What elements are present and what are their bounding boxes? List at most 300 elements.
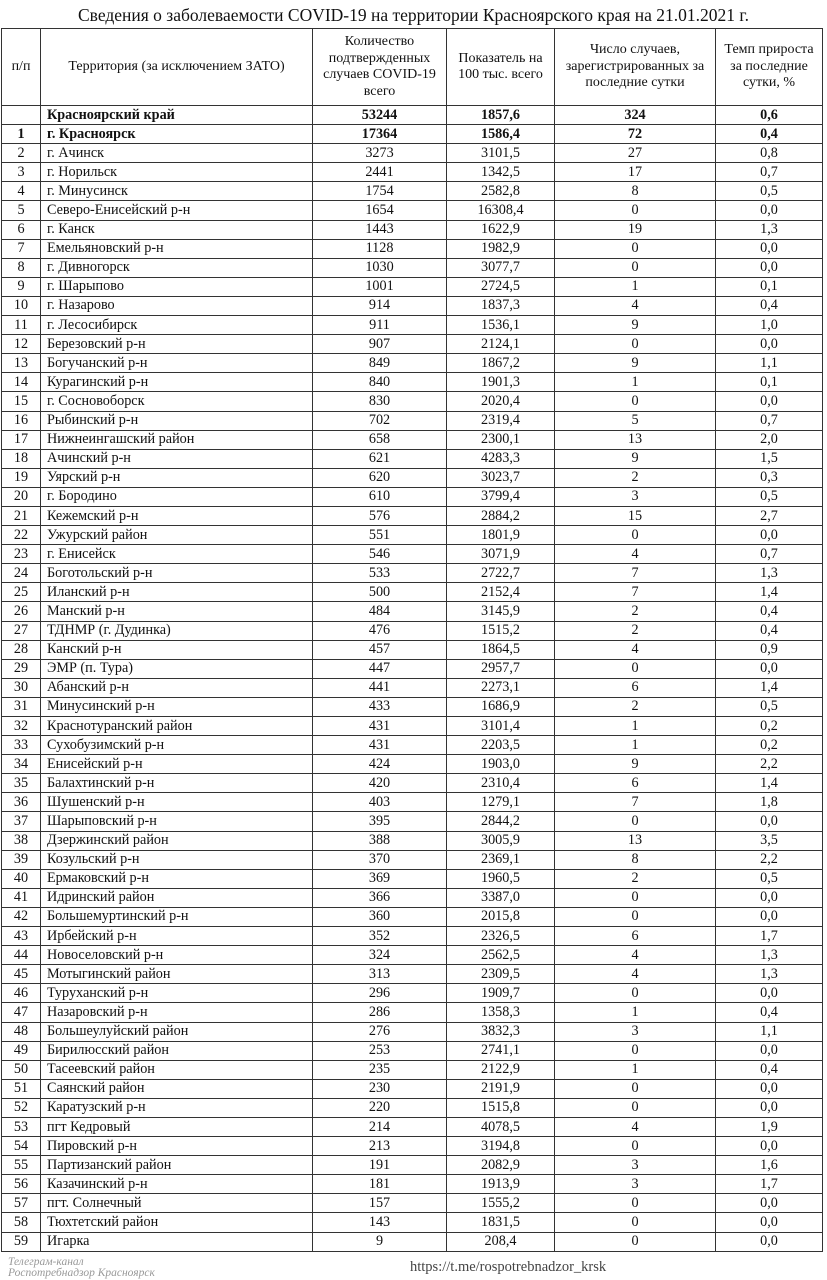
cell-growth-rate: 0,4 (716, 1003, 823, 1022)
cell-num: 49 (2, 1041, 41, 1060)
table-row (2, 774, 823, 793)
cell-territory: Емельяновский р-н (41, 239, 313, 258)
cell-per-100k: 2319,4 (447, 411, 555, 430)
cell-total-cases: 431 (313, 717, 447, 736)
cell-per-100k: 1358,3 (447, 1003, 555, 1022)
cell-num: 33 (2, 736, 41, 755)
cell-growth-rate: 0,0 (716, 201, 823, 220)
cell-growth-rate: 0,0 (716, 258, 823, 277)
cell-daily-cases: 2 (555, 621, 716, 640)
cell-per-100k: 2122,9 (447, 1060, 555, 1079)
cell-total-cases: 457 (313, 640, 447, 659)
cell-daily-cases: 1 (555, 717, 716, 736)
cell-per-100k: 2562,5 (447, 946, 555, 965)
cell-total-cases: 849 (313, 354, 447, 373)
cell-num: 19 (2, 468, 41, 487)
cell-total-cases: 324 (313, 946, 447, 965)
cell-num: 26 (2, 602, 41, 621)
cell-growth-rate: 1,4 (716, 583, 823, 602)
cell-growth-rate: 2,2 (716, 850, 823, 869)
cell-per-100k: 1982,9 (447, 239, 555, 258)
cell-total-cases: 1030 (313, 258, 447, 277)
table-row (2, 411, 823, 430)
cell-territory: Пировский р-н (41, 1137, 313, 1156)
header-total-cases: Количество подтвержденных случаев COVID-19 всего (313, 29, 447, 106)
cell-territory: Ужурский район (41, 526, 313, 545)
cell-growth-rate: 1,3 (716, 564, 823, 583)
table-row (2, 545, 823, 564)
cell-territory: Ачинский р-н (41, 449, 313, 468)
cell-per-100k: 3799,4 (447, 487, 555, 506)
cell-territory: ЭМР (п. Тура) (41, 659, 313, 678)
cell-growth-rate: 0,9 (716, 640, 823, 659)
cell-num: 3 (2, 163, 41, 182)
cell-territory: Дзержинский район (41, 831, 313, 850)
cell-territory: г. Дивногорск (41, 258, 313, 277)
table-row (2, 354, 823, 373)
cell-num: 23 (2, 545, 41, 564)
cell-total-cases: 500 (313, 583, 447, 602)
cell-num: 48 (2, 1022, 41, 1041)
cell-daily-cases: 0 (555, 659, 716, 678)
cell-total-cases: 576 (313, 506, 447, 525)
cell-per-100k: 2300,1 (447, 430, 555, 449)
table-row (2, 449, 823, 468)
cell-total-cases: 213 (313, 1137, 447, 1156)
cell-num: 55 (2, 1156, 41, 1175)
table-row (2, 1175, 823, 1194)
cell-growth-rate: 0,0 (716, 335, 823, 354)
cell-num: 44 (2, 946, 41, 965)
table-row (2, 316, 823, 335)
cell-total-cases: 17364 (313, 125, 447, 144)
cell-per-100k: 2582,8 (447, 182, 555, 201)
cell-num: 51 (2, 1079, 41, 1098)
cell-num: 37 (2, 812, 41, 831)
table-row (2, 182, 823, 201)
table-row (2, 736, 823, 755)
cell-per-100k: 1622,9 (447, 220, 555, 239)
cell-num: 20 (2, 487, 41, 506)
header-territory: Территория (за исключением ЗАТО) (41, 29, 313, 106)
table-row (2, 1213, 823, 1232)
header-num: п/п (2, 29, 41, 106)
cell-daily-cases: 1 (555, 736, 716, 755)
table-row (2, 1156, 823, 1175)
cell-territory: Березовский р-н (41, 335, 313, 354)
cell-daily-cases: 9 (555, 755, 716, 774)
cell-total-cases: 620 (313, 468, 447, 487)
table-row (2, 583, 823, 602)
cell-growth-rate: 0,5 (716, 182, 823, 201)
cell-growth-rate: 1,1 (716, 1022, 823, 1041)
table-row (2, 430, 823, 449)
cell-total-cases: 366 (313, 888, 447, 907)
cell-num: 2 (2, 144, 41, 163)
table-row (2, 1060, 823, 1079)
cell-num: 13 (2, 354, 41, 373)
table-row (2, 907, 823, 926)
cell-per-100k: 1867,2 (447, 354, 555, 373)
table-row (2, 755, 823, 774)
cell-per-100k: 3023,7 (447, 468, 555, 487)
cell-daily-cases: 0 (555, 1213, 716, 1232)
table-row (2, 526, 823, 545)
cell-territory: Канский р-н (41, 640, 313, 659)
cell-growth-rate: 0,1 (716, 373, 823, 392)
cell-per-100k: 1837,3 (447, 296, 555, 315)
table-row (2, 1003, 823, 1022)
watermark (8, 1257, 155, 1279)
cell-growth-rate: 0,0 (716, 984, 823, 1003)
cell-total-cases: 388 (313, 831, 447, 850)
cell-territory: г. Назарово (41, 296, 313, 315)
cell-daily-cases: 2 (555, 468, 716, 487)
cell-growth-rate: 0,0 (716, 1232, 823, 1251)
table-row (2, 144, 823, 163)
cell-total-cases: 484 (313, 602, 447, 621)
table-row (2, 163, 823, 182)
cell-num: 42 (2, 907, 41, 926)
cell-growth-rate: 0,0 (716, 1079, 823, 1098)
cell-total-cases: 53244 (313, 106, 447, 125)
cell-total-cases: 830 (313, 392, 447, 411)
cell-territory: пгт. Солнечный (41, 1194, 313, 1213)
cell-daily-cases: 15 (555, 506, 716, 525)
table-row (2, 392, 823, 411)
cell-total-cases: 914 (313, 296, 447, 315)
cell-num: 35 (2, 774, 41, 793)
cell-territory: Балахтинский р-н (41, 774, 313, 793)
cell-daily-cases: 0 (555, 335, 716, 354)
cell-daily-cases: 0 (555, 888, 716, 907)
cell-territory: Рыбинский р-н (41, 411, 313, 430)
cell-per-100k: 3387,0 (447, 888, 555, 907)
cell-per-100k: 1536,1 (447, 316, 555, 335)
cell-num: 7 (2, 239, 41, 258)
cell-num: 52 (2, 1098, 41, 1117)
cell-growth-rate: 1,3 (716, 220, 823, 239)
cell-daily-cases: 7 (555, 583, 716, 602)
cell-num: 41 (2, 888, 41, 907)
table-row (2, 640, 823, 659)
cell-territory: г. Сосновоборск (41, 392, 313, 411)
cell-daily-cases: 0 (555, 1041, 716, 1060)
cell-territory: Большемуртинский р-н (41, 907, 313, 926)
table-row (2, 1232, 823, 1251)
cell-territory: Уярский р-н (41, 468, 313, 487)
cell-growth-rate: 0,0 (716, 1098, 823, 1117)
cell-territory: Идринский район (41, 888, 313, 907)
total-row (2, 106, 823, 125)
cell-territory: Боготольский р-н (41, 564, 313, 583)
cell-total-cases: 220 (313, 1098, 447, 1117)
cell-total-cases: 840 (313, 373, 447, 392)
footer-link[interactable]: https://t.me/rospotrebnadzor_krsk (410, 1259, 607, 1275)
header-growth-rate: Темп прироста за последние сутки, % (716, 29, 823, 106)
cell-per-100k: 2020,4 (447, 392, 555, 411)
cell-daily-cases: 4 (555, 965, 716, 984)
cell-total-cases: 1001 (313, 277, 447, 296)
table-row (2, 793, 823, 812)
cell-territory: г. Минусинск (41, 182, 313, 201)
cell-per-100k: 1864,5 (447, 640, 555, 659)
cell-daily-cases: 9 (555, 354, 716, 373)
cell-daily-cases: 3 (555, 1175, 716, 1194)
cell-growth-rate: 0,4 (716, 125, 823, 144)
table-row (2, 812, 823, 831)
cell-daily-cases: 8 (555, 850, 716, 869)
cell-growth-rate: 0,0 (716, 907, 823, 926)
cell-daily-cases: 4 (555, 946, 716, 965)
cell-total-cases: 1754 (313, 182, 447, 201)
cell-growth-rate: 0,0 (716, 526, 823, 545)
cell-daily-cases: 0 (555, 1137, 716, 1156)
cell-num: 11 (2, 316, 41, 335)
cell-growth-rate: 0,5 (716, 869, 823, 888)
cell-per-100k: 1909,7 (447, 984, 555, 1003)
cell-total-cases: 1654 (313, 201, 447, 220)
watermark-line: Телеграм-канал (8, 1256, 84, 1268)
cell-num (2, 106, 41, 125)
table-row (2, 965, 823, 984)
cell-growth-rate: 1,0 (716, 316, 823, 335)
cell-per-100k: 3101,4 (447, 717, 555, 736)
cell-num: 12 (2, 335, 41, 354)
cell-daily-cases: 1 (555, 277, 716, 296)
cell-per-100k: 1960,5 (447, 869, 555, 888)
cell-daily-cases: 9 (555, 316, 716, 335)
table-row (2, 831, 823, 850)
cell-growth-rate: 1,8 (716, 793, 823, 812)
cell-per-100k: 1342,5 (447, 163, 555, 182)
cell-daily-cases: 4 (555, 640, 716, 659)
cell-num: 4 (2, 182, 41, 201)
cell-territory: г. Норильск (41, 163, 313, 182)
cell-per-100k: 2082,9 (447, 1156, 555, 1175)
table-row (2, 1137, 823, 1156)
cell-per-100k: 1901,3 (447, 373, 555, 392)
cell-num: 9 (2, 277, 41, 296)
cell-daily-cases: 0 (555, 1194, 716, 1213)
cell-territory: Козульский р-н (41, 850, 313, 869)
cell-growth-rate: 1,4 (716, 678, 823, 697)
cell-per-100k: 1515,8 (447, 1098, 555, 1117)
cell-per-100k: 1515,2 (447, 621, 555, 640)
table-row (2, 850, 823, 869)
cell-per-100k: 2957,7 (447, 659, 555, 678)
cell-growth-rate: 3,5 (716, 831, 823, 850)
table-row (2, 1022, 823, 1041)
cell-total-cases: 230 (313, 1079, 447, 1098)
cell-num: 43 (2, 927, 41, 946)
cell-territory: Курагинский р-н (41, 373, 313, 392)
table-row (2, 984, 823, 1003)
cell-num: 16 (2, 411, 41, 430)
cell-total-cases: 286 (313, 1003, 447, 1022)
cell-per-100k: 16308,4 (447, 201, 555, 220)
cell-total-cases: 420 (313, 774, 447, 793)
cell-growth-rate: 2,0 (716, 430, 823, 449)
cell-total-cases: 441 (313, 678, 447, 697)
cell-territory: Кежемский р-н (41, 506, 313, 525)
cell-daily-cases: 0 (555, 201, 716, 220)
cell-territory: Красноярский край (41, 106, 313, 125)
table-row (2, 927, 823, 946)
cell-total-cases: 1128 (313, 239, 447, 258)
document-title: Сведения о заболеваемости COVID-19 на территории Красноярского края на 21.01.2021 г. (77, 5, 750, 25)
cell-num: 34 (2, 755, 41, 774)
cell-growth-rate: 0,0 (716, 1137, 823, 1156)
cell-total-cases: 276 (313, 1022, 447, 1041)
cell-growth-rate: 1,1 (716, 354, 823, 373)
cell-total-cases: 191 (313, 1156, 447, 1175)
cell-growth-rate: 0,0 (716, 888, 823, 907)
cell-num: 22 (2, 526, 41, 545)
cell-growth-rate: 0,3 (716, 468, 823, 487)
cell-daily-cases: 4 (555, 296, 716, 315)
cell-territory: Нижнеингашский район (41, 430, 313, 449)
cell-territory: Минусинский р-н (41, 697, 313, 716)
cell-per-100k: 1279,1 (447, 793, 555, 812)
cell-daily-cases: 324 (555, 106, 716, 125)
cell-per-100k: 1555,2 (447, 1194, 555, 1213)
cell-total-cases: 403 (313, 793, 447, 812)
cell-territory: Шарыповский р-н (41, 812, 313, 831)
header-daily-cases: Число случаев, зарегистрированных за последние сутки (555, 29, 716, 106)
cell-growth-rate: 0,5 (716, 487, 823, 506)
table-row (2, 659, 823, 678)
cell-daily-cases: 0 (555, 812, 716, 831)
cell-total-cases: 424 (313, 755, 447, 774)
watermark-line: Роспотребнадзор Красноярск (8, 1267, 155, 1279)
cell-num: 56 (2, 1175, 41, 1194)
cell-per-100k: 2884,2 (447, 506, 555, 525)
cell-total-cases: 702 (313, 411, 447, 430)
cell-growth-rate: 1,4 (716, 774, 823, 793)
cell-daily-cases: 2 (555, 869, 716, 888)
cell-total-cases: 907 (313, 335, 447, 354)
table-row (2, 1098, 823, 1117)
cell-growth-rate: 2,2 (716, 755, 823, 774)
cell-territory: Ирбейский р-н (41, 927, 313, 946)
cell-per-100k: 1586,4 (447, 125, 555, 144)
cell-num: 50 (2, 1060, 41, 1079)
cell-per-100k: 2722,7 (447, 564, 555, 583)
cell-daily-cases: 1 (555, 373, 716, 392)
table-row (2, 678, 823, 697)
cell-daily-cases: 5 (555, 411, 716, 430)
cell-territory: Новоселовский р-н (41, 946, 313, 965)
cell-daily-cases: 0 (555, 984, 716, 1003)
cell-daily-cases: 0 (555, 907, 716, 926)
cell-num: 10 (2, 296, 41, 315)
cell-num: 31 (2, 697, 41, 716)
cell-growth-rate: 1,5 (716, 449, 823, 468)
cell-num: 30 (2, 678, 41, 697)
cell-daily-cases: 19 (555, 220, 716, 239)
table-row (2, 946, 823, 965)
cell-total-cases: 3273 (313, 144, 447, 163)
cell-territory: Назаровский р-н (41, 1003, 313, 1022)
table-row (2, 487, 823, 506)
cell-growth-rate: 0,7 (716, 545, 823, 564)
cell-per-100k: 3005,9 (447, 831, 555, 850)
cell-total-cases: 157 (313, 1194, 447, 1213)
cell-per-100k: 2015,8 (447, 907, 555, 926)
table-row (2, 239, 823, 258)
cell-territory: г. Канск (41, 220, 313, 239)
cell-daily-cases: 0 (555, 258, 716, 277)
cell-growth-rate: 0,2 (716, 736, 823, 755)
cell-per-100k: 3101,5 (447, 144, 555, 163)
cell-num: 59 (2, 1232, 41, 1251)
table-row (2, 506, 823, 525)
cell-per-100k: 3832,3 (447, 1022, 555, 1041)
cell-daily-cases: 3 (555, 1156, 716, 1175)
cell-growth-rate: 0,4 (716, 296, 823, 315)
cell-growth-rate: 0,4 (716, 1060, 823, 1079)
cell-per-100k: 208,4 (447, 1232, 555, 1251)
cell-total-cases: 476 (313, 621, 447, 640)
cell-daily-cases: 0 (555, 239, 716, 258)
cell-growth-rate: 0,0 (716, 392, 823, 411)
cell-daily-cases: 2 (555, 602, 716, 621)
cell-territory: Бирилюсский район (41, 1041, 313, 1060)
cell-growth-rate: 1,7 (716, 1175, 823, 1194)
table-row (2, 277, 823, 296)
cell-territory: г. Красноярск (41, 125, 313, 144)
cell-num: 21 (2, 506, 41, 525)
cell-num: 32 (2, 717, 41, 736)
cell-num: 27 (2, 621, 41, 640)
cell-growth-rate: 1,7 (716, 927, 823, 946)
cell-growth-rate: 1,3 (716, 946, 823, 965)
table-row (2, 621, 823, 640)
cell-per-100k: 4078,5 (447, 1117, 555, 1136)
cell-per-100k: 2369,1 (447, 850, 555, 869)
cell-growth-rate: 0,0 (716, 659, 823, 678)
cell-territory: Сухобузимский р-н (41, 736, 313, 755)
cell-daily-cases: 2 (555, 697, 716, 716)
cell-territory: Туруханский р-н (41, 984, 313, 1003)
cell-num: 39 (2, 850, 41, 869)
cell-per-100k: 2310,4 (447, 774, 555, 793)
cell-daily-cases: 6 (555, 774, 716, 793)
covid-table (1, 28, 823, 1252)
cell-total-cases: 370 (313, 850, 447, 869)
table-row (2, 258, 823, 277)
cell-daily-cases: 0 (555, 1098, 716, 1117)
cell-daily-cases: 6 (555, 678, 716, 697)
table-row (2, 220, 823, 239)
cell-territory: ТДНМР (г. Дудинка) (41, 621, 313, 640)
cell-daily-cases: 0 (555, 392, 716, 411)
table-row (2, 697, 823, 716)
cell-per-100k: 3145,9 (447, 602, 555, 621)
cell-daily-cases: 7 (555, 564, 716, 583)
table-row (2, 564, 823, 583)
cell-num: 15 (2, 392, 41, 411)
cell-per-100k: 2191,9 (447, 1079, 555, 1098)
cell-num: 8 (2, 258, 41, 277)
cell-growth-rate: 0,1 (716, 277, 823, 296)
cell-num: 40 (2, 869, 41, 888)
cell-per-100k: 2326,5 (447, 927, 555, 946)
cell-daily-cases: 72 (555, 125, 716, 144)
table-row (2, 1194, 823, 1213)
cell-per-100k: 4283,3 (447, 449, 555, 468)
